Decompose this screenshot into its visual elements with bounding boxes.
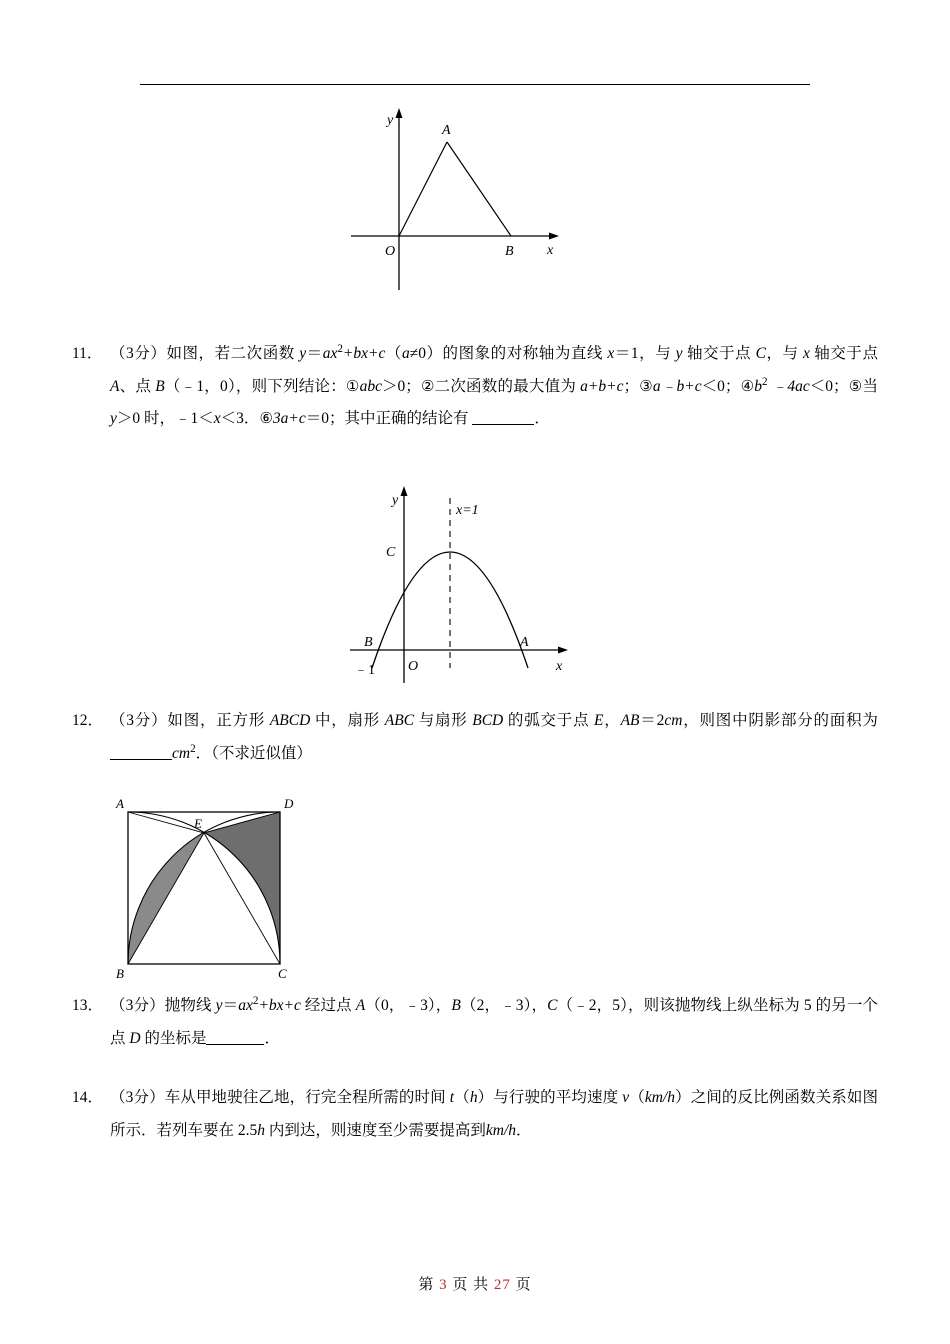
q13-t3: （0，﹣3）， <box>365 997 452 1014</box>
q14-t3: ）与行驶的平均速度 <box>477 1089 623 1106</box>
q11-e3: a﹣b+c <box>652 377 702 395</box>
q12-cm2: cm <box>172 744 191 762</box>
q13-sup: 2 <box>252 994 259 1007</box>
q11-t6: ，与 <box>765 345 803 362</box>
q13-bxc: +bx+c <box>258 997 301 1014</box>
q14-t6: 间的反比例函数关系如图所示．若列车要在 2.5 <box>110 1089 878 1139</box>
q11-t13: ； <box>623 377 639 395</box>
q12-t2: 中，扇形 <box>310 712 385 729</box>
q13-t1: 抛物线 <box>164 997 216 1014</box>
q13-eq: ＝ <box>222 997 239 1014</box>
square-arcs-svg <box>88 798 418 978</box>
axis-label-y: y <box>392 493 399 508</box>
q11-c1: ① <box>345 378 360 395</box>
point-label-A: A <box>116 798 124 811</box>
q11-t21: ． <box>534 410 550 428</box>
question-12-text <box>110 705 878 770</box>
q14-v: v <box>622 1089 630 1106</box>
q11-t1: 如图，若二次函数 <box>166 345 300 362</box>
q11-t5: 于点 <box>719 345 756 362</box>
axis-label-x: x <box>547 243 554 258</box>
point-label-D: D <box>284 798 294 811</box>
q13-t5: （﹣2，5），则该抛物 <box>557 997 707 1014</box>
q14-kmh2: km/h <box>485 1121 517 1139</box>
q13-C: C <box>547 997 558 1014</box>
q14-t2: （ <box>454 1089 470 1106</box>
footer-total-pages: 27 <box>493 1277 511 1293</box>
question-12-number: 12． <box>72 712 104 729</box>
q14-t4: （ <box>629 1089 645 1106</box>
q12-t3: 与扇形 <box>414 712 473 729</box>
footer-page-number: 3 <box>439 1277 448 1293</box>
footer-suffix: 页 <box>515 1277 532 1293</box>
answer-blank-13[interactable] <box>206 1044 264 1045</box>
q12-marks: （3分） <box>110 712 168 729</box>
q11-sup: 2 <box>337 342 343 355</box>
q12-t1: 如图，正方形 <box>167 712 270 729</box>
q12-t4: 的弧交于点 <box>503 712 595 729</box>
parabola-svg <box>310 478 640 693</box>
q13-ax: ax <box>238 997 253 1014</box>
q11-bxc: +bx+c <box>342 345 386 362</box>
point-label-O: O <box>385 244 396 259</box>
q11-t3: ＝1，与 <box>614 345 676 362</box>
q13-t8: ． <box>264 1029 280 1047</box>
point-label-B: B <box>364 635 373 650</box>
q11-t10: ＞0； <box>381 377 421 395</box>
q14-t5: ）之 <box>674 1089 707 1106</box>
tick-label-minus-one: ﹣1 <box>354 663 375 678</box>
q12-cm: cm <box>664 712 683 729</box>
q11-t11: 二次函数的最大 <box>434 377 545 395</box>
axis-label-x: x <box>556 659 563 674</box>
q11-c3: ③ <box>638 378 653 395</box>
q12-sup: 2 <box>190 742 196 755</box>
q11-b2: b <box>754 377 763 395</box>
point-label-C: C <box>278 966 287 978</box>
q11-ax: ax <box>322 345 338 362</box>
q11-eq: ＝ <box>306 345 323 362</box>
q11-t7: 轴交于点 <box>809 345 878 362</box>
question-13-number: 13． <box>72 997 104 1014</box>
q13-B: B <box>451 997 461 1014</box>
q12-ABC: ABC <box>384 712 415 729</box>
q14-t1: 车从甲地驶往乙地，行完全程所需的时间 <box>164 1089 450 1106</box>
q11-y3: y <box>110 410 117 428</box>
q11-x3: x <box>213 410 221 428</box>
q11-x: x <box>607 345 615 362</box>
answer-blank-11[interactable] <box>472 424 534 425</box>
q12-t7: ，则图 <box>682 712 733 729</box>
q11-t14: ＜0； <box>701 377 741 395</box>
q14-t7: 内到达，则速度至少需要提高到 <box>265 1121 486 1139</box>
q11-3ac: 3a+c <box>272 410 306 428</box>
question-11-number: 11． <box>72 345 103 362</box>
axis-of-symmetry-label: x=1 <box>456 503 479 518</box>
q14-h: h <box>469 1089 478 1106</box>
q11-4ac: ﹣4ac <box>767 377 810 395</box>
point-label-E: E <box>194 816 202 831</box>
q11-y2: y <box>675 345 683 362</box>
q14-t: t <box>449 1089 455 1106</box>
q14-marks: （3分） <box>110 1089 165 1106</box>
q11-A: A <box>110 377 120 395</box>
q12-t9: ．（不求近似值） <box>195 744 312 762</box>
q13-t4: （2，﹣3）， <box>460 997 548 1014</box>
question-11 <box>72 338 878 436</box>
q12-ABCD: ABCD <box>269 712 311 729</box>
question-14-text <box>110 1082 878 1147</box>
triangle-on-axes-svg <box>315 100 635 300</box>
header-rule <box>140 84 810 85</box>
footer-prefix: 第 <box>418 1277 435 1293</box>
q11-t18: ＜3． <box>220 410 260 428</box>
question-11-text <box>110 338 878 436</box>
q11-B: B <box>155 377 165 395</box>
question-14 <box>72 1082 878 1147</box>
answer-blank-12[interactable] <box>110 759 172 760</box>
q14-t8: ． <box>516 1121 532 1139</box>
figure-triangle-on-axes <box>72 100 878 300</box>
q11-t4: 轴交 <box>682 345 720 362</box>
q13-A: A <box>355 997 366 1014</box>
figure-parabola <box>72 478 878 693</box>
q11-c4: ④ <box>740 378 755 395</box>
q11-abc2: a+b+c <box>580 377 624 395</box>
q11-abc: abc <box>359 377 382 395</box>
q11-marks: （3分） <box>110 345 167 362</box>
question-13-text <box>110 990 878 1055</box>
q11-t2: ≠0）的图象的对称轴为直线 <box>409 345 608 362</box>
q12-AB: AB <box>620 712 640 729</box>
q11-t20: 其中正确的结论有 <box>344 410 473 428</box>
axis-label-y: y <box>387 113 394 128</box>
q11-C: C <box>755 345 766 362</box>
q11-t19: ＝0； <box>305 410 345 428</box>
q11-t9: （﹣1，0），则下列结论： <box>164 377 346 395</box>
q13-D: D <box>129 1029 141 1047</box>
question-13 <box>72 990 878 1055</box>
point-label-A: A <box>442 123 451 138</box>
point-label-B: B <box>116 966 124 978</box>
q13-t7: 的坐标是 <box>140 1029 207 1047</box>
point-label-C: C <box>386 545 396 560</box>
q11-c2: ② <box>420 378 435 395</box>
q13-marks: （3分） <box>110 997 165 1014</box>
footer-middle: 页 共 <box>452 1277 490 1293</box>
q11-c5: ⑤ <box>848 378 863 395</box>
q12-BCD: BCD <box>472 712 504 729</box>
q11-t17: ＞0 时，﹣1＜ <box>116 410 214 428</box>
q12-t5: ， <box>603 712 621 729</box>
point-label-O: O <box>408 659 419 674</box>
q11-c6: ⑥ <box>259 411 273 428</box>
page-footer <box>0 1273 950 1294</box>
point-label-B: B <box>505 244 514 259</box>
figure-square-arcs <box>72 798 878 978</box>
q11-t15: ＜0； <box>809 377 849 395</box>
q13-y: y <box>215 997 223 1014</box>
point-label-A: A <box>520 635 529 650</box>
q14-h2: h <box>257 1121 266 1139</box>
q11-t16: 当 <box>862 377 878 395</box>
q11-a2: a <box>401 345 410 362</box>
q11-t8: 、点 <box>119 377 156 395</box>
q11-sup2: 2 <box>762 375 768 388</box>
q12-t6: ＝2 <box>639 712 665 729</box>
q11-x2: x <box>803 345 810 362</box>
q11-y: y <box>299 345 307 362</box>
question-12 <box>72 705 878 770</box>
q13-t6: 线上纵坐标为 5 的另一个点 <box>110 997 878 1047</box>
q12-t8: 中阴影部分的面积为 <box>732 712 878 729</box>
q14-kmh: km/h <box>644 1089 675 1106</box>
q12-E: E <box>594 712 604 729</box>
q11-p1: （ <box>385 345 402 362</box>
q13-t2: 经过点 <box>300 997 356 1014</box>
q11-t12: 值为 <box>544 377 581 395</box>
question-14-number: 14． <box>72 1089 104 1106</box>
